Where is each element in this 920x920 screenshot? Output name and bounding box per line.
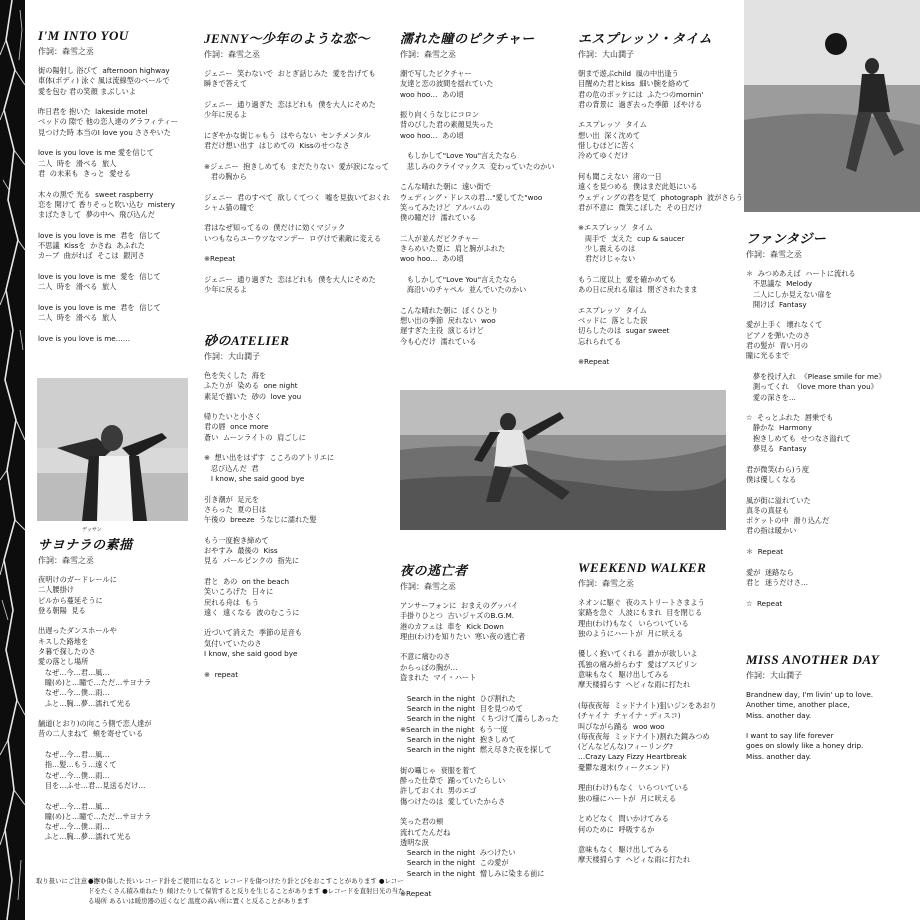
photo-man-portrait bbox=[37, 378, 188, 521]
song-credit: 作詞：森雪之丞 bbox=[204, 50, 260, 59]
furigana: デッサン bbox=[82, 527, 102, 533]
song-title: JENNY～少年のような恋～ bbox=[204, 31, 370, 46]
song-title: WEEKEND WALKER bbox=[578, 560, 707, 575]
song-title: 砂のATELIER bbox=[204, 333, 290, 348]
song-im-into-you bbox=[38, 28, 198, 344]
song-title: エスプレッソ・タイム bbox=[578, 31, 713, 46]
song-lyrics: 朝まで遊ぶchild 風の中出逢う 目醒めた君とkiss 細い腕を絡めて 君の危のポッケには ふたつのmornin' 君の背景に 過ぎ去った季節 ぼやける エスプレッソ タイム 想い出 深く沈めて 惜しむほどに苦く 冷めてゆくだけ 何も聞こえない 渚の一日 遠くを見つめる 僕はまだ此処にいる ウェディングの君を見て photograph 波がさらう 君が不意に 微笑こぼした その日だけ ※エスプレッソ タイム 両手で 支えた cup & saucer 少し震えるのは 君だけじゃない もう二度以上 愛を確かめても あの日に戻れる扉は 閉ざされたまま エスプレッソ タイム ベッドに 落とした涙 切らしたのは sugar sweet 忘れられてる ※Repeat bbox=[578, 69, 743, 367]
song-title: ファンタジー bbox=[746, 231, 827, 246]
song-credit: 作詞：森雪之丞 bbox=[400, 50, 456, 59]
care-text: ●擦り傷した長いレコード針をご使用になると レコードを傷つけたり針とびをおこすことがあります ●レコードをたくさん積み重ねたり 傾けたりして保管すると反りを生じることがあります ●レコードを直射日光の当たる場所 あるいは暖房器の近くなど 温度の高い所に置くと反ることがあります bbox=[88, 877, 405, 905]
song-lyrics: 夜明けのガードレールに 二人腰掛け ビルから蔓延そうに 登る朝陽 見る 出遅ったダンスホールや キスした路地を タ暮で探したのさ 愛の落とし場所 なぜ…今…君…風… 瞳(め)と…瞳で…ただ…サヨナラ なぜ…今…僕…雨… ふと…胸…夢…濡れて光る 舗道(とおり)の向こう側で恋人達が 昔の二人まねて 頬を寄せている なぜ…今…君…風… 指…髪…もう…遠くて なぜ…今…僕…雨… 目を…ふせ…君…見送るだけ… なぜ…今…君…風… 瞳(め)と…瞳で…ただ…サヨナラ なぜ…今…僕…雨… ふと…胸…夢…濡れて光る bbox=[38, 575, 152, 842]
song-title: 濡れた瞳のピクチャー bbox=[400, 31, 535, 46]
song-title: MISS ANOTHER DAY bbox=[746, 652, 880, 667]
song-credit: 作詞：森雪之丞 bbox=[38, 556, 94, 565]
song-lyrics: ジェニー 笑わないで おとぎ話じみた 愛を告げても 瞬きで答えて ジェニー 通り過ぎた 恋はどれも 僕を大人にそめた 少年に戻るよ にぎやかな街じゃもう はやらない センチメンタル 君だけ想い出す はじめての Kissのせつなさ ※ジェニー 抱きしめても まだたりない 愛が涙になって 君の胸から ジェニー 君のすべて 欲しくてつく 嘘を見抜いておくれ シャム猫の瞳で 君はなぜ知ってるの 僕だけに効くマジック いつもならユーウツなマンデー ロヴけで素敵に変える ※Repeat ジェニー 通り過ぎた 恋はどれも 僕を大人にそめた 少年に戻るよ bbox=[204, 69, 390, 295]
song-credit: 作詞：森雪之丞 bbox=[400, 582, 456, 591]
song-weekend-walker bbox=[578, 560, 738, 866]
song-lyrics: Brandnew day, I'm livin' up to love. Another time, another place, Miss. another day. I want to say life forever goes on slowly like a honey drip. Miss. another day. bbox=[746, 690, 874, 761]
decorative-crackle-border bbox=[0, 0, 25, 920]
photo-man-running bbox=[400, 390, 726, 530]
song-lyrics: ＊ みつめあえば ハートに流れる 不思議な Melody 二人にしか見えない扉を 開けば Fantasy 愛が上手く 壊れなくて ピアノを弾いたのさ 君の髪が 青い月の 瞳に光るまで 夢を投げ入れ 《Please smile for me》 測ってくれ 《love more than you》 愛の深さを… ☆ そっとふれた 唇乗でも 静かな Harmony 抱きしめても せつなさ溢れて 夢見る Fantasy 君が微笑(わら)う度 僕は優しくなる 風が街に溢れていた 真冬の真昼も ポケットの中 滑り込んだ 君の指は暖かい ＊ Repeat 愛が 迷路なら 君と 迷うだけさ… ☆ Repeat bbox=[746, 269, 886, 608]
song-fantasy bbox=[746, 228, 916, 609]
song-jenny bbox=[204, 28, 390, 296]
song-title: 夜の逃亡者 bbox=[400, 563, 468, 578]
song-yoru-no-toubousha bbox=[400, 560, 570, 900]
song-espresso-time bbox=[578, 28, 743, 368]
song-credit: 作詞：大山潤子 bbox=[746, 671, 802, 680]
song-nureta-hitomi bbox=[400, 28, 570, 347]
song-credit: 作詞：森雪之丞 bbox=[746, 250, 802, 259]
song-credit: 作詞：大山潤子 bbox=[204, 352, 260, 361]
song-lyrics: アンサーフォンに おまえのグッバイ 手掛りひとつ 古いジャズのB.G.M. 港のカフェは 車を Kick Down 理由(わけ)を知りたい 寒い夜の逃亡者 不意に痛むのさ からっぽの胸が… 盗まれた マイ・ハート Search in the night ひび割れた Search in the night 目を見つめて Search in the night くちづけて濡らしあった ※Search in the night もう一度 Search in the night 抱きしめて Search in the night 燃え尽きた夜を探して 街の囁じゃ 衰服を着て 酔った仕草で 踊っていたらしい 許しておくれ 男のエゴ 傷つけたのは 愛していたからさ 笑った君の頬 流れてたんだね 透明な涙 Search in the night みつけたい Search in the night この愛が Search in the night 憎しみに染まる前に ※Repeat bbox=[400, 601, 559, 899]
song-suna-no-atelier bbox=[204, 330, 384, 680]
song-credit: 作詞：森雪之丞 bbox=[38, 47, 94, 56]
song-title: I'M INTO YOU bbox=[38, 28, 129, 43]
song-miss-another-day bbox=[746, 652, 916, 762]
photo-ball-field bbox=[744, 0, 920, 212]
song-credit: 作詞：森雪之丞 bbox=[578, 579, 634, 588]
song-lyrics: 街の陽射し 浴びて afternoon highway 車体(ボディ) 泳ぐ 風は流線型のベールで 愛を包む 君の笑顔 まぶしいよ 昨日君を 抱いた lakeside motel ベッドの 隙で 他の恋人達のグラフィティー 見つけた時 本当のI love you ささやいた love is you love is me 愛を信じて 二人 時を 滑べる 旅人 君 の未来も きっと 愛せる 木々の黒で 光る sweet raspberry 恋を 開けて 香りそっと吹い込む mistery まばたきして 夢の中へ 飛び込んだ love is you love is me 君を 信じて 不思議 Kissを かさね あふれた カーブ 曲がれば そこは 銀河さ love is you love is me 愛を 信じて 二人 時を 滑べる 旅人 love is you love is me 君を 信じて 二人 時を 滑べる 旅人 love is you love is me…… bbox=[38, 66, 178, 343]
song-title: サヨナラの素描 bbox=[38, 537, 133, 552]
song-credit: 作詞：大山潤子 bbox=[578, 50, 634, 59]
song-lyrics: 色を失くした 海を ふたりが 染める one night 素足で描いた 砂の love you 帰りたいと小さく 君の唇 once more 蒼い ムーンライトの 肩ごしに ※ 想い出をはずす こころのアトリエに 忍び込んだ 君 I know, she said good bye 引き潮が 足元を さらった 夏の日は 午後の breeze うなじに濡れた髪 もう一度抱き締めて おやすみ 最後の Kiss 見る パールピンクの 指先に 君と あの on the beach 笑いころげた 日々に 戻れる舟は もう 遠く 遠くなる 波のむこうに 近づいて消えた 季節の足音も 気付いていたのさ I know, she said good bye ※ repeat bbox=[204, 371, 335, 679]
care-label: 取り扱いにご注意下さい bbox=[36, 877, 107, 885]
song-sayonara-no-sobyo bbox=[38, 527, 198, 843]
song-lyrics: ネオンに駆ぐ 夜のストリートさまよう 家路を急ぐ 人波にもまれ 目を閉じる 理由(わけ)もなく いらついている 独のようにハートが 月に吠える 優しく抱いてくれる 誰かが欲しいよ 孤独の痛み紛らわす 愛はアスピリン 意味もなく 駆け出してみる 摩天楼掃らす ヘビィな雨に打たれ (毎夜夜毎 ミッドナイト)狙いジンをあおり (チャイナ チャイナ・ディスコ) 叫びながら踊る woo woo (毎夜夜毎 ミッドナイト)割れた鏡みつめ (どんなどんな)フィーリング? …Crazy Lazy Fizzy Heartbreak 憂鬱な週末(ウィークエンド) 理由(わけ)もなく いらついている 独の様にハートが 月に吠える とめどなく 問いかけてみる 何のために 呼吸するか 意味もなく 駆け出してみる 摩天楼掃らす ヘビィな雨に打たれ bbox=[578, 598, 717, 865]
song-lyrics: 潮で写したピクチャー 友達と恋の波間を揺れていた woo hoo… あの頃 振り向くうなじにコロン 背のびした君の素顔見失った woo hoo… あの頃 もしかして"Love You"言えたなら 悲しみのクライマックス 変わっていたのかい こんな晴れた朝に 遠い街で ウェディング・ドレスの君…"愛してた"woo 笑ってみたけど アルバムの 僕の瞳だけ 濡れている 二人が並んだピクチャー きらめいた夏に 肩と腕がふれた woo hoo… あの頃 もしかして"Love You"言えたなら 海沿いのチャペル 並んでいたのかい こんな晴れた朝に ぼくひとり 想い出の季節 戻れない woo 遅すぎた主役 演じるけど 今も心だけ 濡れている bbox=[400, 69, 555, 346]
